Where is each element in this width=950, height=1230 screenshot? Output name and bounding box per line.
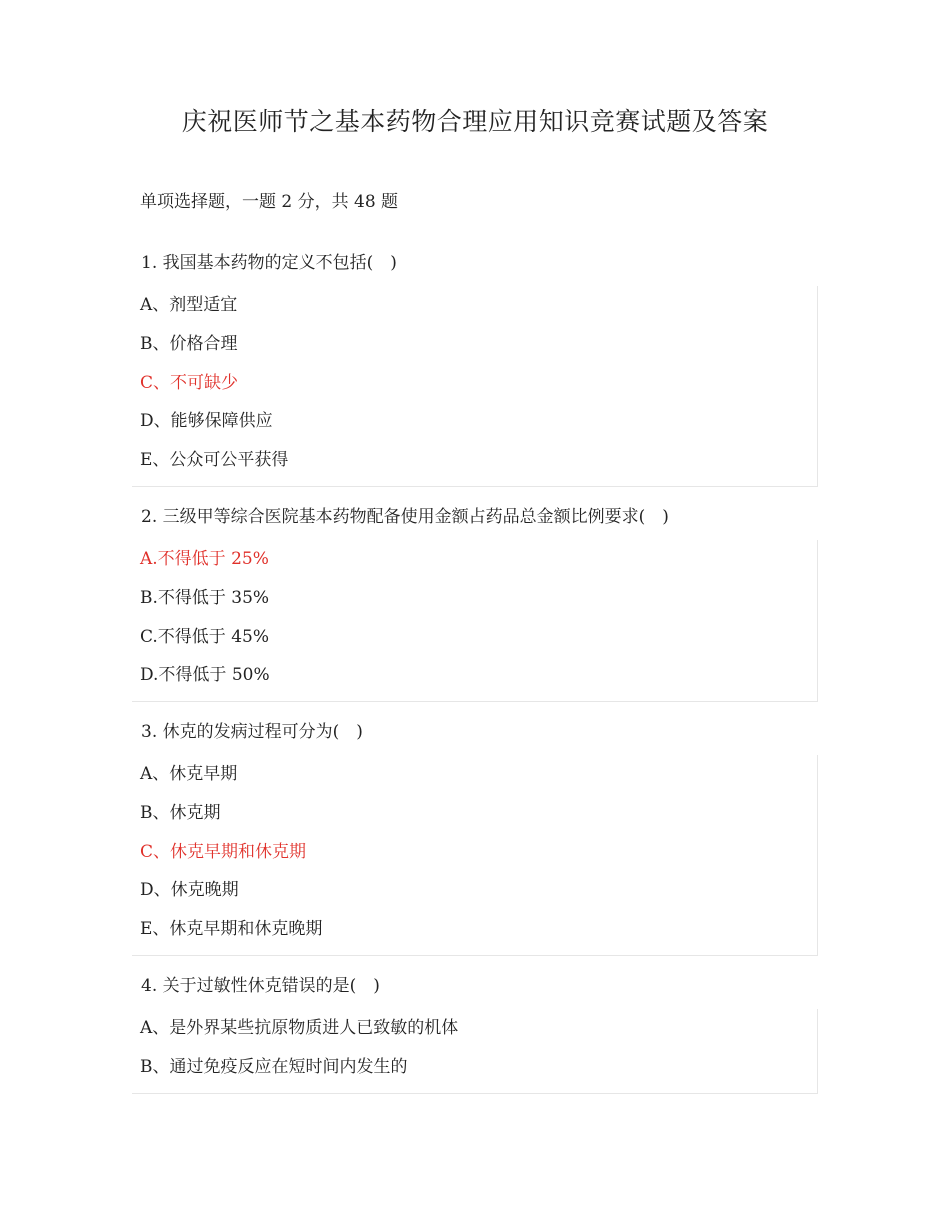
section-instructions: 单项选择题，一题 2 分，共 48 题 — [140, 192, 399, 212]
question-4 — [132, 973, 818, 1094]
option-d: D.不得低于 50% — [140, 665, 270, 686]
document-title: 庆祝医师节之基本药物合理应用知识竞赛试题及答案 — [181, 107, 769, 136]
question-stem: 4. 关于过敏性休克错误的是( ) — [141, 976, 380, 996]
option-e: E、公众可公平获得 — [140, 450, 289, 471]
option-e: E、休克早期和休克晚期 — [140, 919, 323, 940]
question-stem: 2. 三级甲等综合医院基本药物配备使用金额占药品总金额比例要求( ) — [141, 507, 669, 527]
option-c-correct: C、休克早期和休克期 — [140, 841, 307, 862]
question-stem: 3. 休克的发病过程可分为( ) — [141, 722, 363, 742]
options-list — [132, 755, 818, 956]
question-stem: 1. 我国基本药物的定义不包括( ) — [141, 253, 397, 273]
option-a: A、是外界某些抗原物质进人已致敏的机体 — [140, 1018, 459, 1038]
options-list — [132, 1009, 818, 1094]
option-b: B、通过免疫反应在短时间内发生的 — [140, 1056, 408, 1077]
option-a: A、剂型适宜 — [140, 295, 238, 315]
option-b: B.不得低于 35% — [140, 587, 270, 608]
option-d: D、能够保障供应 — [140, 411, 273, 432]
options-list — [132, 540, 818, 702]
option-a: A、休克早期 — [140, 764, 238, 784]
option-b: B、价格合理 — [140, 333, 238, 354]
question-3 — [132, 719, 818, 956]
option-c-correct: C、不可缺少 — [140, 372, 239, 393]
options-list — [132, 286, 818, 487]
option-c: C.不得低于 45% — [140, 626, 269, 647]
question-1 — [132, 250, 818, 487]
option-b: B、休克期 — [140, 802, 221, 823]
option-a-correct: A.不得低于 25% — [140, 549, 269, 569]
option-d: D、休克晚期 — [140, 880, 239, 901]
question-2 — [132, 504, 818, 702]
